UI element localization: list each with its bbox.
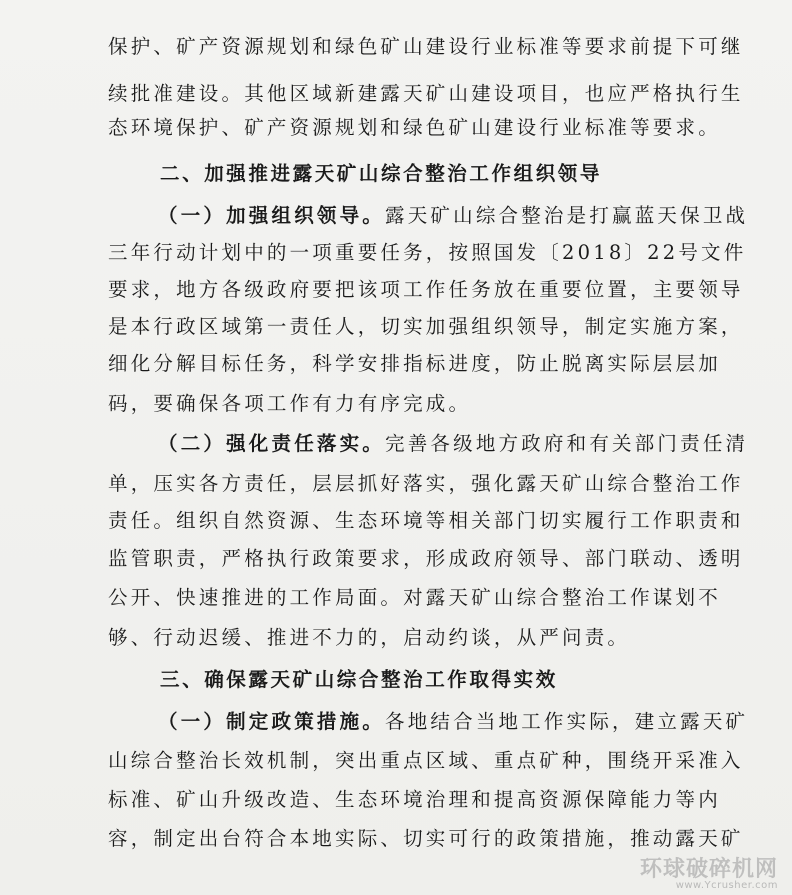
body-line: 是本行政区域第一责任人，切实加强组织领导，制定实施方案， bbox=[108, 315, 744, 338]
body-text: 各地结合当地工作实际，建立露天矿 bbox=[385, 710, 749, 733]
watermark bbox=[640, 852, 778, 891]
body-text: 完善各级地方政府和有关部门责任清 bbox=[385, 432, 749, 455]
subsection-heading-2-2: （二）强化责任落实。 bbox=[158, 432, 386, 455]
subsection-heading-3-1: （一）制定政策措施。 bbox=[158, 710, 386, 733]
section-heading-3: 三、确保露天矿山综合整治工作取得实效 bbox=[160, 668, 558, 691]
body-line: 监管职责，严格执行政策要求，形成政府领导、部门联动、透明 bbox=[108, 547, 744, 570]
body-line: 责任。组织自然资源、生态环境等相关部门切实履行工作职责和 bbox=[108, 509, 744, 532]
section-heading-2: 二、加强推进露天矿山综合整治工作组织领导 bbox=[160, 162, 603, 185]
body-line: 细化分解目标任务，科学安排指标进度，防止脱离实际层层加 bbox=[108, 352, 721, 375]
body-line: 容，制定出台符合本地实际、切实可行的政策措施，推动露天矿 bbox=[108, 827, 744, 850]
subsection-heading-2-1: （一）加强组织领导。 bbox=[158, 204, 386, 227]
body-line: 码，要确保各项工作有力有序完成。 bbox=[108, 392, 472, 415]
body-line: 公开、快速推进的工作局面。对露天矿山综合整治工作谋划不 bbox=[108, 586, 721, 609]
body-line: 续批准建设。其他区域新建露天矿山建设项目，也应严格执行生 bbox=[108, 82, 744, 105]
body-line: 标准、矿山升级改造、生态环境治理和提高资源保障能力等内 bbox=[108, 788, 721, 811]
body-line: 三年行动计划中的一项重要任务，按照国发〔2018〕22号文件 bbox=[108, 241, 747, 264]
body-line: 够、行动迟缓、推进不力的，启动约谈，从严问责。 bbox=[108, 626, 631, 649]
paragraph-first-line bbox=[158, 708, 748, 736]
body-line: 山综合整治长效机制，突出重点区域、重点矿种，围绕开采准入 bbox=[108, 749, 744, 772]
watermark-url: www.Ycrusher.com bbox=[675, 880, 778, 891]
body-line: 保护、矿产资源规划和绿色矿山建设行业标准等要求前提下可继 bbox=[108, 35, 744, 58]
body-line: 要求，地方各级政府要把该项工作任务放在重要位置，主要领导 bbox=[108, 278, 744, 301]
paragraph-first-line bbox=[158, 202, 748, 230]
body-line: 态环境保护、矿产资源规划和绿色矿山建设行业标准等要求。 bbox=[108, 116, 721, 139]
watermark-title: 环球破碎机网 bbox=[639, 857, 778, 882]
body-line: 单，压实各方责任，层层抓好落实，强化露天矿山综合整治工作 bbox=[108, 472, 744, 495]
paragraph-first-line bbox=[158, 430, 748, 458]
body-text: 露天矿山综合整治是打赢蓝天保卫战 bbox=[385, 204, 749, 227]
